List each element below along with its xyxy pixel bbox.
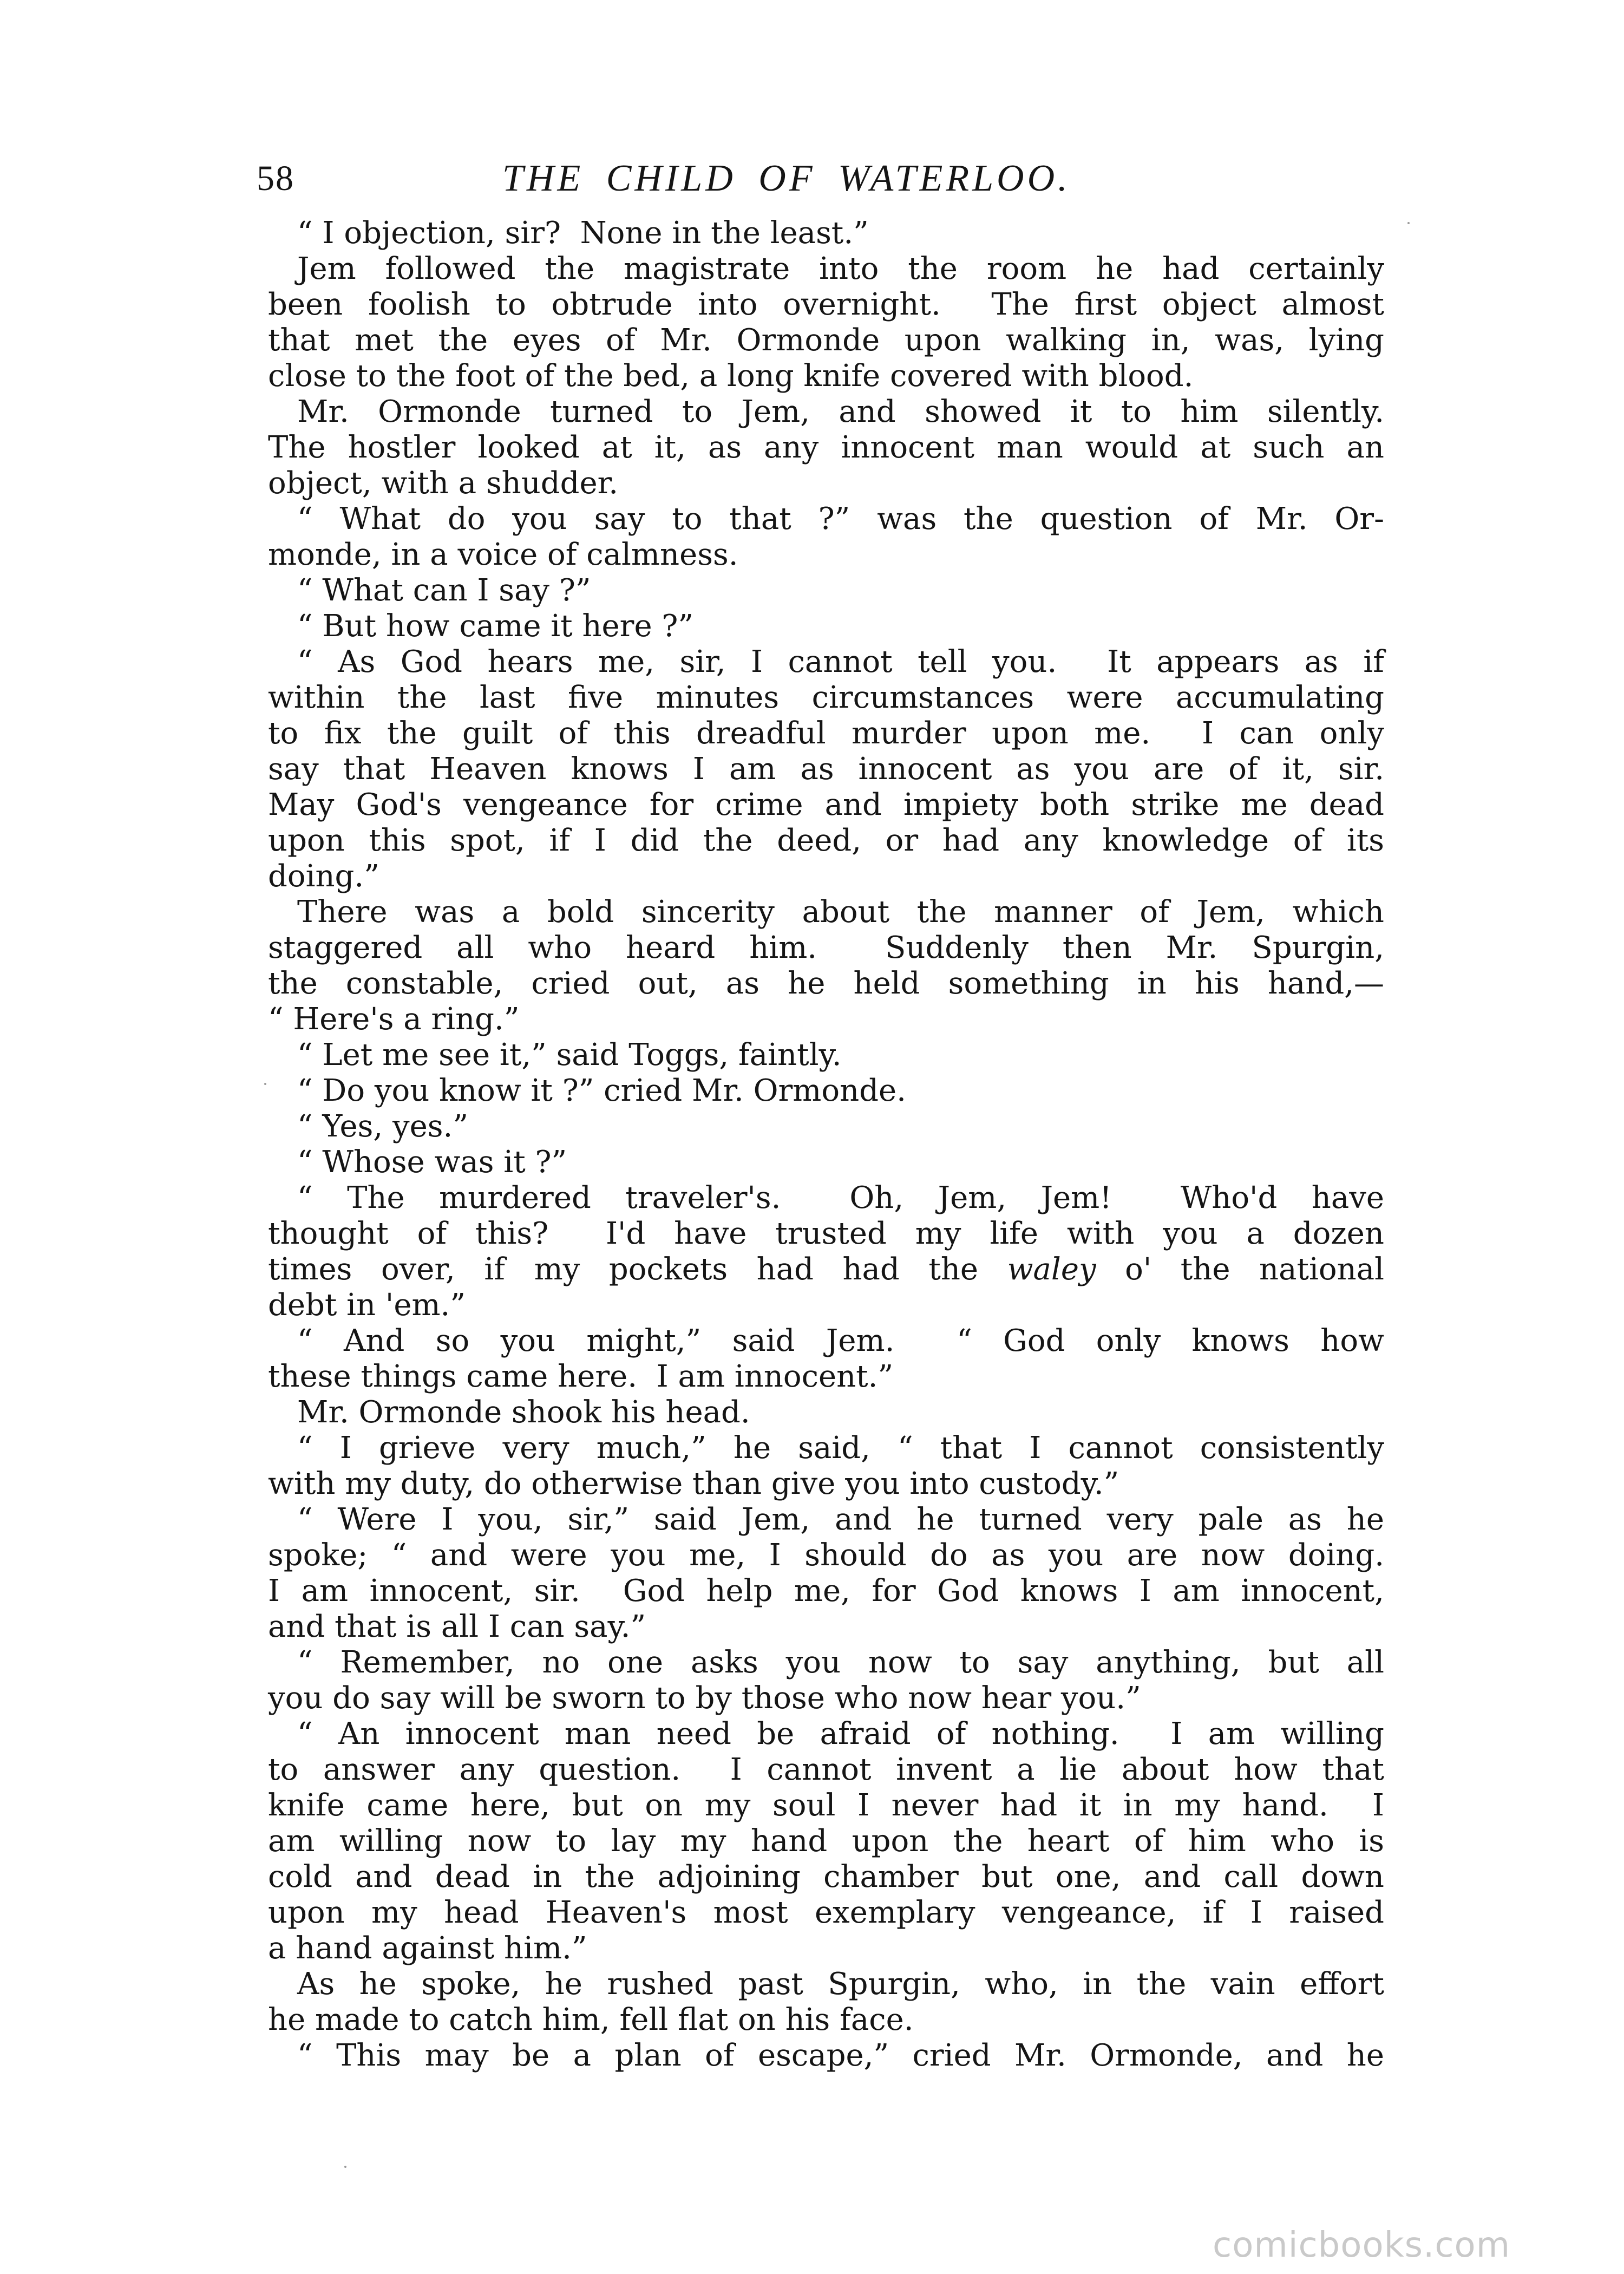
text-line: times over, if my pockets had had the waley o' the national <box>268 1252 1385 1287</box>
text-line: “ Here's a ring.” <box>268 1002 520 1037</box>
text-line: that met the eyes of Mr. Ormonde upon walking in, was, lying <box>268 323 1384 358</box>
text-line: “ Were I you, sir,” said Jem, and he turned very pale as he <box>297 1502 1384 1537</box>
text-line: “ As God hears me, sir, I cannot tell you. It appears as if <box>297 644 1384 679</box>
text-line: “ Remember, no one asks you now to say anything, but all <box>297 1645 1384 1680</box>
text-line: The hostler looked at it, as any innocent man would at such an <box>268 430 1384 465</box>
running-title: THE CHILD OF WATERLOO. <box>502 158 1071 199</box>
text-line: the constable, cried out, as he held something in his hand,— <box>268 966 1384 1001</box>
text-line: upon my head Heaven's most exemplary vengeance, if I raised <box>268 1895 1384 1930</box>
text-line: a hand against him.” <box>268 1931 587 1966</box>
paper-speck <box>1407 222 1410 224</box>
text-line: and that is all I can say.” <box>268 1609 646 1644</box>
page-number: 58 <box>257 159 294 198</box>
text-line: doing.” <box>268 859 379 894</box>
text-line: As he spoke, he rushed past Spurgin, who, in the vain effort <box>297 1966 1384 2002</box>
text-line: debt in 'em.” <box>268 1288 466 1323</box>
text-line: been foolish to obtrude into overnight. The first object almost <box>268 287 1384 322</box>
text-line: these things came here. I am innocent.” <box>268 1359 894 1394</box>
text-line: “ I objection, sir? None in the least.” <box>297 215 869 251</box>
text-line: with my duty, do otherwise than give you into custody.” <box>268 1466 1119 1501</box>
text-line: monde, in a voice of calmness. <box>268 537 738 572</box>
text-line: May God's vengeance for crime and impiety both strike me dead <box>268 787 1384 822</box>
text-line: say that Heaven knows I am as innocent as you are of it, sir. <box>268 752 1384 787</box>
text-line: “ Let me see it,” said Toggs, faintly. <box>297 1037 842 1073</box>
text-line: staggered all who heard him. Suddenly then Mr. Spurgin, <box>268 930 1384 965</box>
text-line: “ This may be a plan of escape,” cried Mr. Ormonde, and he <box>297 2038 1384 2073</box>
text-line: he made to catch him, fell flat on his face. <box>268 2002 914 2037</box>
text-line: “ What do you say to that ?” was the question of Mr. Or- <box>297 501 1384 537</box>
page-header <box>257 155 1393 220</box>
text-line: Mr. Ormonde shook his head. <box>297 1395 750 1430</box>
text-line: I am innocent, sir. God help me, for God knows I am innocent, <box>268 1573 1384 1609</box>
text-line: “ What can I say ?” <box>297 573 591 608</box>
text-line: to answer any question. I cannot invent a lie about how that <box>268 1752 1384 1787</box>
text-line: object, with a shudder. <box>268 466 619 501</box>
paper-speck <box>264 1083 266 1085</box>
text-line: “ Do you know it ?” cried Mr. Ormonde. <box>297 1073 906 1108</box>
text-line: Mr. Ormonde turned to Jem, and showed it to him silently. <box>297 394 1384 429</box>
text-line: “ But how came it here ?” <box>297 609 694 644</box>
text-line: within the last five minutes circumstances were accumulating <box>268 680 1384 715</box>
paper-speck <box>344 2166 346 2168</box>
text-line: “ An innocent man need be afraid of nothing. I am willing <box>297 1716 1384 1752</box>
text-line: knife came here, but on my soul I never had it in my hand. I <box>268 1788 1384 1823</box>
text-line: close to the foot of the bed, a long knife covered with blood. <box>268 358 1194 394</box>
text-line: “ I grieve very much,” he said, “ that I cannot consistently <box>297 1430 1384 1466</box>
text-line: There was a bold sincerity about the manner of Jem, which <box>297 894 1384 930</box>
text-line: “ Whose was it ?” <box>297 1145 567 1180</box>
text-line: thought of this? I'd have trusted my life with you a dozen <box>268 1216 1384 1251</box>
body-text <box>268 215 1384 2170</box>
text-line: you do say will be sworn to by those who now hear you.” <box>268 1681 1141 1716</box>
watermark: comicbooks.com <box>1213 2225 1511 2265</box>
text-line: spoke; “ and were you me, I should do as you are now doing. <box>268 1538 1384 1573</box>
text-line: “ And so you might,” said Jem. “ God only knows how <box>297 1323 1384 1358</box>
text-line: “ The murdered traveler's. Oh, Jem, Jem! Who'd have <box>297 1180 1384 1216</box>
text-line: Jem followed the magistrate into the room he had certainly <box>297 251 1384 286</box>
text-line: to fix the guilt of this dreadful murder upon me. I can only <box>268 716 1384 751</box>
text-line: “ Yes, yes.” <box>297 1109 468 1144</box>
text-line: cold and dead in the adjoining chamber but one, and call down <box>268 1859 1384 1894</box>
italic-word: waley <box>1007 1252 1096 1287</box>
text-line: upon this spot, if I did the deed, or had any knowledge of its <box>268 823 1384 858</box>
text-line: am willing now to lay my hand upon the heart of him who is <box>268 1824 1384 1859</box>
